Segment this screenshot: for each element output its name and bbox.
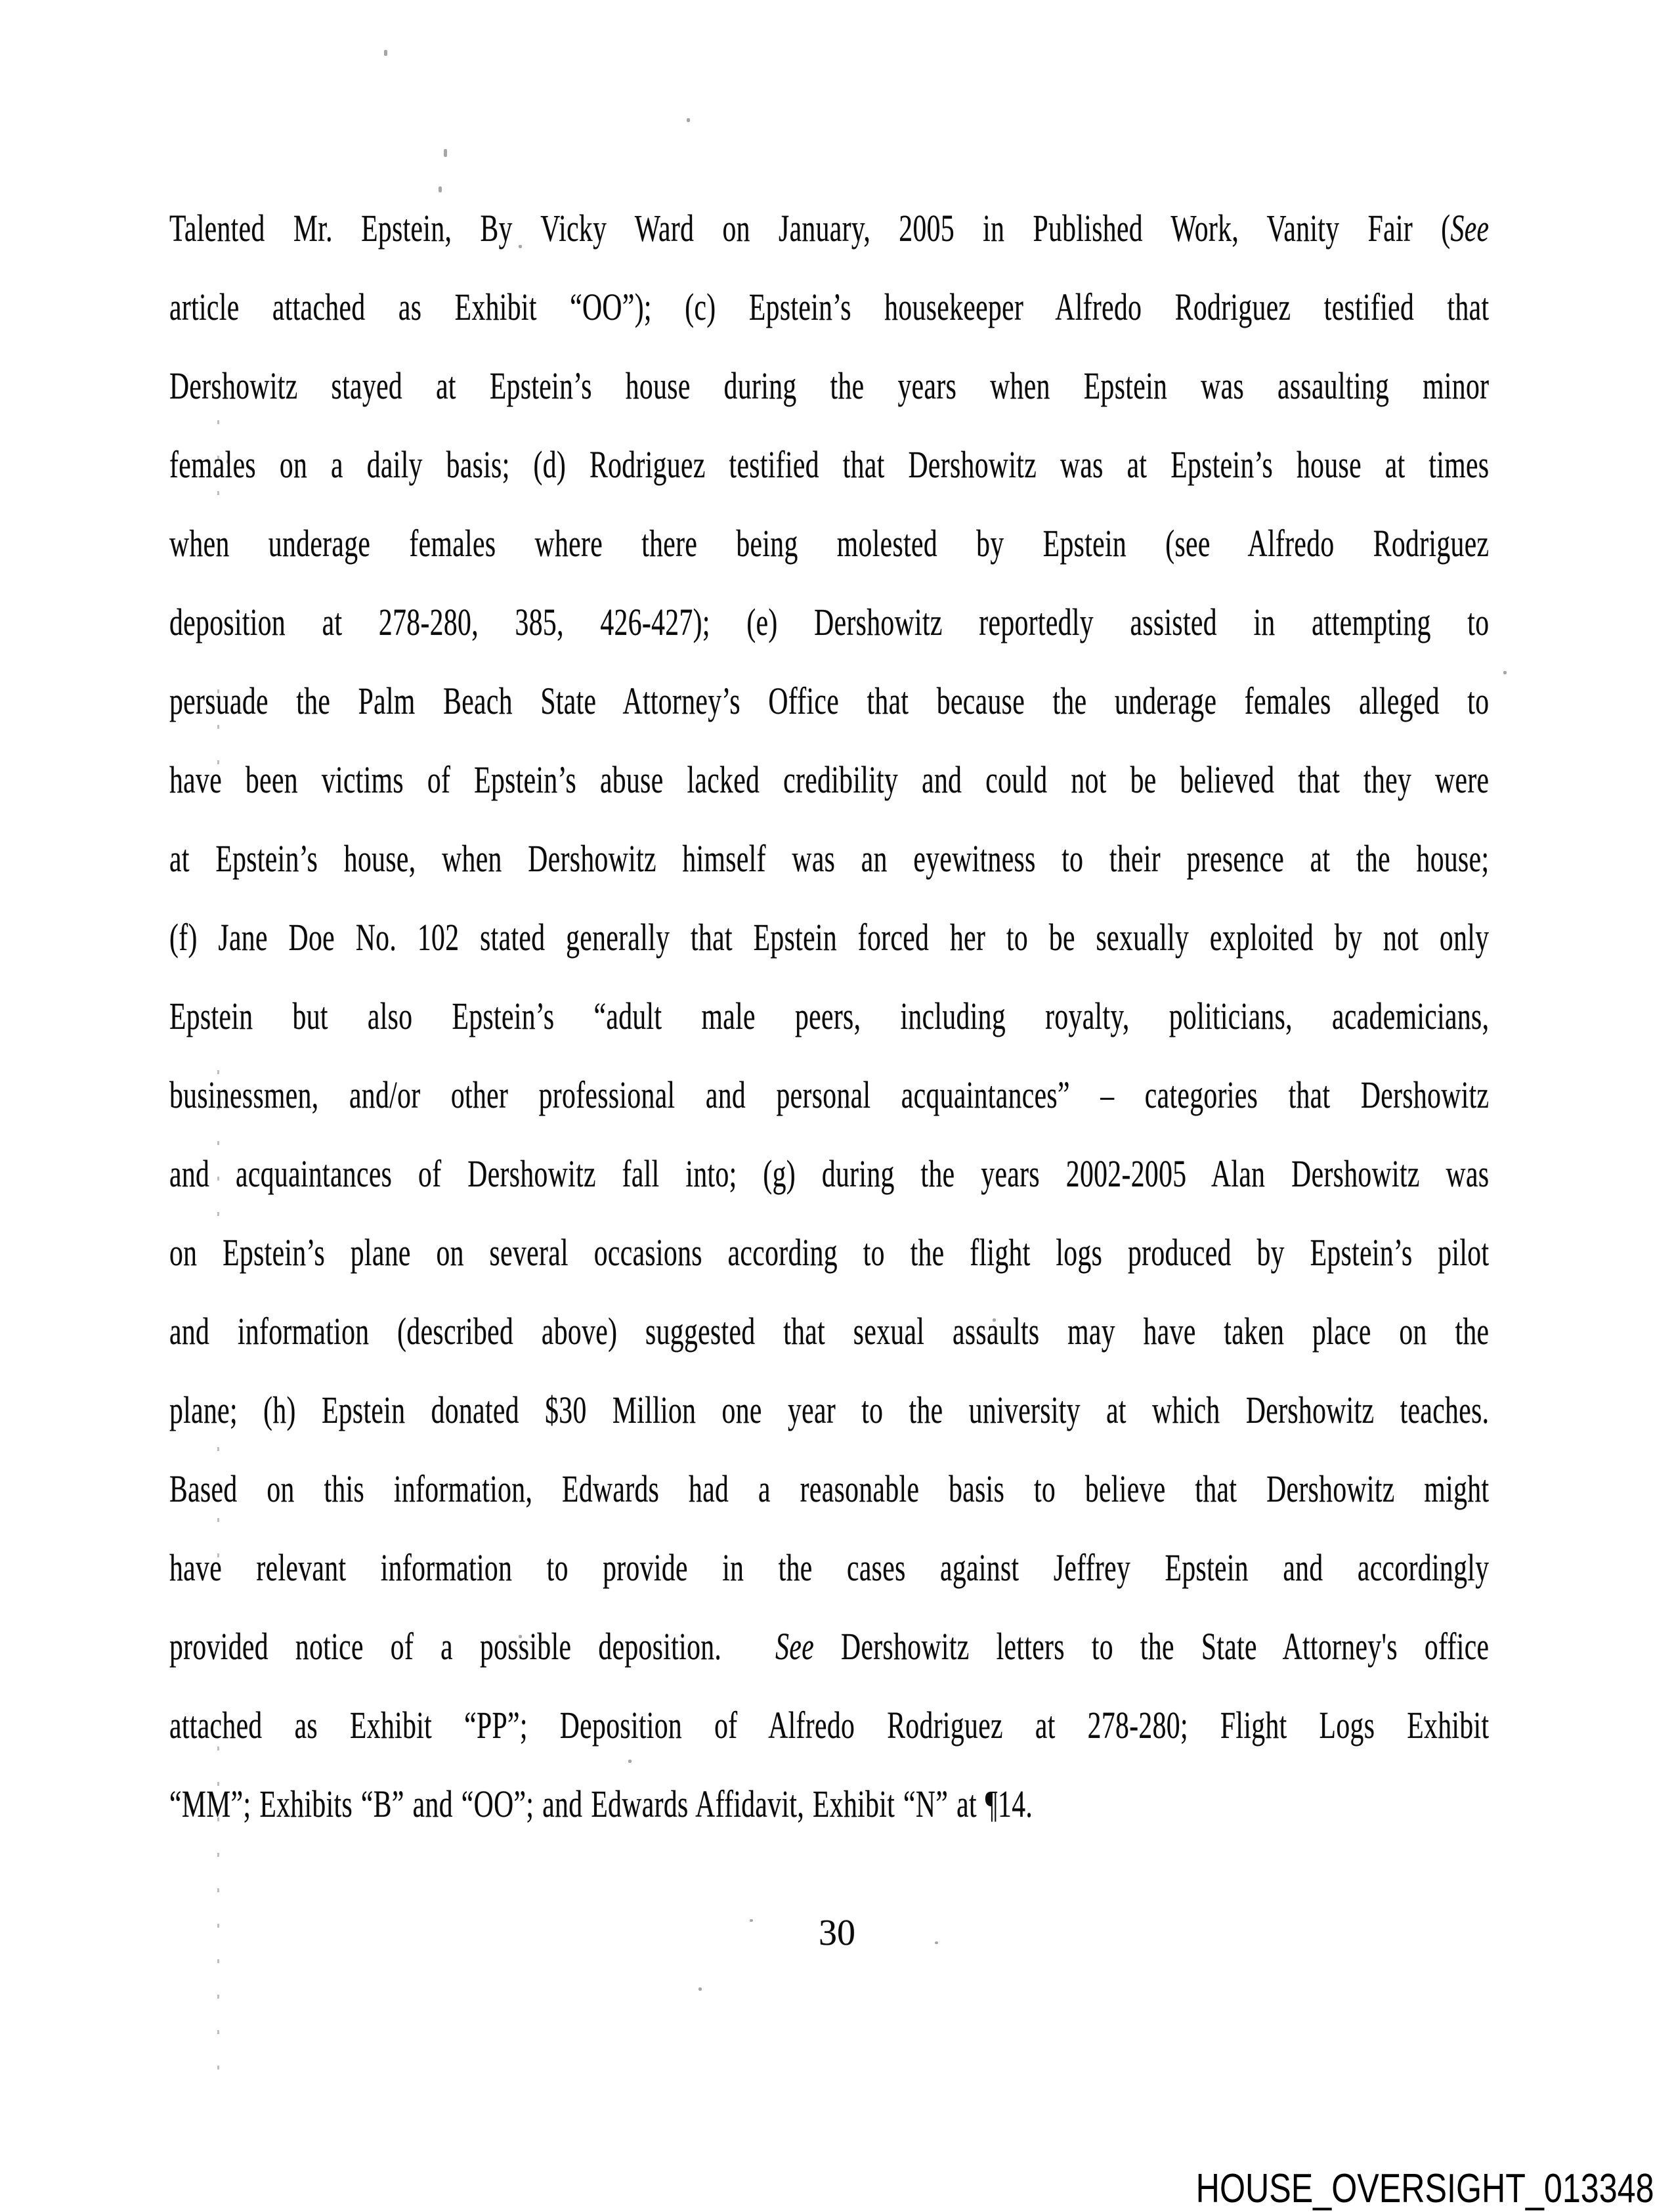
bates-stamp: HOUSE_OVERSIGHT_013348 <box>1195 2166 1654 2211</box>
text-segment: deposition at 278-280, 385, 426-427); (e) Dershowitz reportedly assisted in attempting to <box>169 601 1490 643</box>
text-line-13 <box>169 1135 1489 1213</box>
text-segment: have been victims of Epstein’s abuse lacked credibility and could not be believed that they were <box>169 758 1490 801</box>
scan-speck <box>687 118 690 122</box>
text-line-12 <box>169 1056 1489 1135</box>
text-line-9 <box>169 819 1489 898</box>
text-segment: (f) Jane Doe No. 102 stated generally that Epstein forced her to be sexually exploited by not only <box>169 916 1490 959</box>
text-line-10 <box>169 898 1489 977</box>
text-line-7 <box>169 662 1489 741</box>
text-segment: persuade the Palm Beach State Attorney’s Office that because the underage females alleged to <box>169 680 1490 722</box>
text-segment: plane; (h) Epstein donated $30 Million one year to the university at which Dershowitz teaches. <box>169 1389 1490 1431</box>
text-line-11 <box>169 977 1489 1056</box>
text-line-17 <box>169 1450 1489 1529</box>
text-segment: Dershowitz stayed at Epstein’s house during the years when Epstein was assaulting minor <box>169 364 1490 407</box>
text-line-4 <box>169 425 1489 504</box>
text-line-3 <box>169 347 1489 425</box>
scan-speck <box>698 1987 702 1991</box>
text-segment: businessmen, and/or other professional and personal acquaintances” – categories that Dershowitz <box>169 1073 1490 1116</box>
text-segment: on Epstein’s plane on several occasions according to the flight logs produced by Epstein’s pilot <box>169 1231 1490 1274</box>
text-segment: have relevant information to provide in the cases against Jeffrey Epstein and accordingly <box>169 1546 1490 1589</box>
text-segment: See <box>775 1625 815 1668</box>
text-segment: See <box>1450 207 1490 249</box>
text-segment: “MM”; Exhibits “B” and “OO”; and Edwards Affidavit, Exhibit “N” at ¶14. <box>169 1783 1033 1825</box>
text-line-6 <box>169 583 1489 662</box>
scan-speck <box>444 149 447 157</box>
text-line-16 <box>169 1371 1489 1450</box>
text-line-18 <box>169 1529 1489 1607</box>
text-line-19 <box>169 1607 1489 1686</box>
text-segment: attached as Exhibit “PP”; Deposition of Alfredo Rodriguez at 278-280; Flight Logs Exhibit <box>169 1704 1490 1746</box>
text-line-1 <box>169 189 1489 268</box>
text-segment: when underage females where there being molested by Epstein (see Alfredo Rodriguez <box>169 522 1490 565</box>
text-segment: and acquaintances of Dershowitz fall into; (g) during the years 2002-2005 Alan Dershowitz was <box>169 1152 1490 1195</box>
text-line-8 <box>169 741 1489 819</box>
text-segment: article attached as Exhibit “OO”); (c) Epstein’s housekeeper Alfredo Rodriguez testified that <box>169 286 1490 328</box>
text-segment: Based on this information, Edwards had a reasonable basis to believe that Dershowitz might <box>169 1467 1490 1510</box>
document-body-text <box>169 189 1489 1844</box>
text-line-14 <box>169 1213 1489 1292</box>
scan-speck <box>384 50 387 56</box>
text-line-2 <box>169 268 1489 347</box>
text-segment: at Epstein’s house, when Dershowitz himself was an eyewitness to their presence at the house; <box>169 837 1490 880</box>
text-segment: provided notice of a possible deposition. <box>169 1625 776 1668</box>
text-line-20 <box>169 1686 1489 1765</box>
text-segment: and information (described above) suggested that sexual assaults may have taken place on the <box>169 1310 1490 1353</box>
scan-speck <box>1503 671 1507 674</box>
text-line-15 <box>169 1292 1489 1371</box>
text-line-5 <box>169 504 1489 583</box>
text-segment: Dershowitz letters to the State Attorney's office <box>814 1625 1490 1668</box>
text-segment: Talented Mr. Epstein, By Vicky Ward on January, 2005 in Published Work, Vanity Fair ( <box>169 207 1451 249</box>
text-line-21 <box>169 1765 1489 1844</box>
text-segment: females on a daily basis; (d) Rodriguez testified that Dershowitz was at Epstein’s house at times <box>169 443 1490 486</box>
text-segment: Epstein but also Epstein’s “adult male peers, including royalty, politicians, academicians, <box>169 995 1490 1037</box>
page-number: 30 <box>819 1913 855 1953</box>
